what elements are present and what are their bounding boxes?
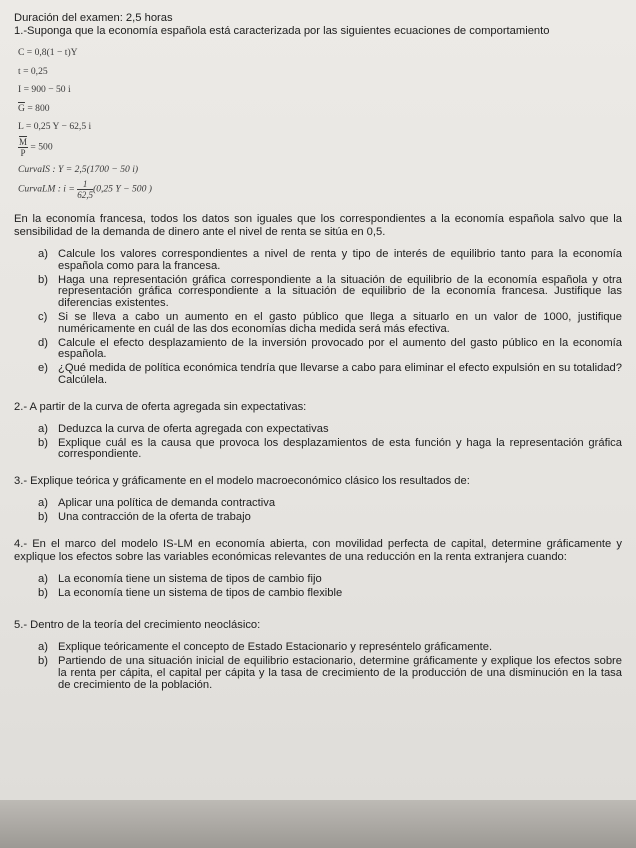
exam-duration: Duración del examen: 2,5 horas [14, 12, 173, 24]
list-item: a) La economía tiene un sistema de tipos de cambio fijo [38, 572, 322, 585]
list-item: d) Calcule el efecto desplazamiento de la inversión provocado por el aumento del gasto público en la economía española. [38, 336, 622, 361]
equation-money-demand: L = 0,25 Y − 62,5 i [18, 121, 92, 132]
question-5-title: 5.- Dentro de la teoría del crecimiento neoclásico: [14, 619, 261, 632]
equations-block [18, 44, 622, 203]
question-4-title: 4.- En el marco del modelo IS-LM en economía abierta, con movilidad perfecta de capital, determine gráficamente y explique los efectos sobre las variables económicas relevantes de una reducción en la renta extranjera cuando: [14, 537, 622, 563]
list-item: a) Deduzca la curva de oferta agregada con expectativas [38, 422, 329, 435]
g-symbol: $\overline{G}$ [18, 102, 25, 114]
equation-tax: t = 0,25 [18, 65, 48, 77]
lm-denominator: 62,5 [77, 190, 93, 200]
list-item: b) Haga una representación gráfica correspondiente a la situación de equilibrio de la economía española y otra representación gráfica correspondiente a la situación de equilibrio de la economía francesa. Justifique las diferencias existentes. [38, 273, 622, 310]
g-value: = 800 [24, 102, 50, 114]
equation-government [18, 100, 622, 119]
list-item: a) Aplicar una política de demanda contractiva [38, 497, 276, 510]
equation-consumption: C = 0,8(1 − t)Y [18, 47, 78, 58]
question-3-items [38, 498, 622, 524]
mp-value: = 500 [28, 141, 53, 153]
question-2-items [38, 424, 622, 461]
equation-money-supply [18, 137, 622, 161]
equation-investment: I = 900 − 50 i [18, 84, 71, 95]
list-item: c) Si se lleva a cabo un aumento en el gasto público que llega a situarlo en un valor de 1000, justifique numéricamente en cuál de las dos economías dicha medida será más efectiva. [38, 310, 622, 335]
lm-prefix: CurvaLM : i = [18, 183, 78, 195]
list-item: b) Explique cuál es la causa que provoca los desplazamientos de esta función y haga la representación gráfica correspondiente. [38, 436, 622, 461]
question-5-items [38, 642, 622, 691]
mp-numerator: $\overline{M}$ [19, 136, 28, 147]
list-item: a) Calcule los valores correspondientes a nivel de renta y tipo de interés de equilibrio tanto para la economía española como para la francesa. [38, 248, 622, 272]
question-1-intro: En la economía francesa, todos los datos son iguales que los correspondientes a la economía española salvo que la sensibilidad de la demanda de dinero ante el nivel de renta se sitúa en 0,5. [14, 213, 622, 238]
lm-suffix: (0,25 Y − 500 ) [93, 183, 152, 195]
question-1-items [38, 249, 622, 387]
list-item: a) Explique teóricamente el concepto de Estado Estacionario y represéntelo gráficamente. [38, 641, 493, 654]
question-3-title: 3.- Explique teórica y gráficamente en el modelo macroeconómico clásico los resultados de: [14, 475, 470, 488]
mp-denominator: P [20, 147, 26, 158]
equation-lm-curve [18, 179, 622, 203]
list-item: e) ¿Qué medida de política económica tendría que llevarse a cabo para eliminar el efecto expulsión en su totalidad? Calcúlela. [38, 362, 622, 386]
question-4-items [38, 574, 622, 600]
mp-fraction [18, 137, 28, 158]
list-item: b) La economía tiene un sistema de tipos de cambio flexible [38, 586, 343, 599]
question-2-title: 2.- A partir de la curva de oferta agregada sin expectativas: [14, 400, 307, 413]
question-1-title: 1.-Suponga que la economía española está caracterizada por las siguientes ecuaciones de comportamiento [14, 25, 550, 37]
list-item: b) Partiendo de una situación inicial de equilibrio estacionario, determine gráficamente y explique los efectos sobre la renta per cápita, el capital per cápita y la tasa de crecimiento de la producción de una disminución en la tasa de crecimiento de la población. [38, 655, 622, 691]
lm-numerator: 1 [77, 179, 93, 190]
lm-fraction [77, 179, 93, 200]
equation-is-curve: CurvaIS : Y = 2,5(1700 − 50 i) [18, 163, 139, 175]
list-item: b) Una contracción de la oferta de trabajo [38, 510, 251, 523]
desk-surface [0, 800, 636, 848]
